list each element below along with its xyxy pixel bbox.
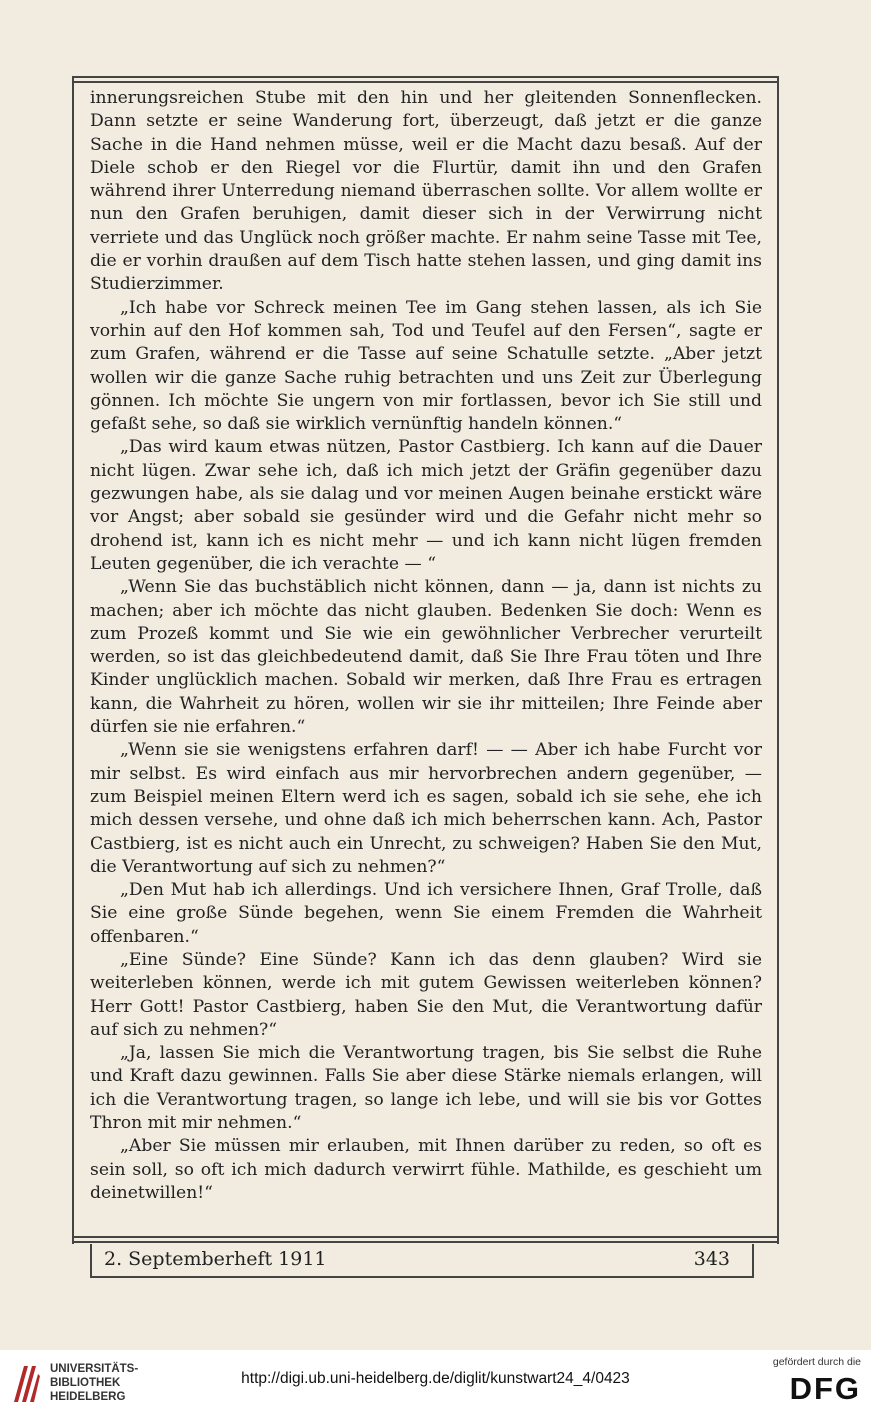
paragraph: „Aber Sie müssen mir erlauben, mit Ihnen darüber zu reden, so oft es sein soll, so oft ich mich dadurch verwirrt fühle. Mathilde, es geschieht um deinetwillen!“ [90, 1136, 762, 1203]
digitization-bar [0, 1350, 871, 1418]
paragraph: „Eine Sünde? Eine Sünde? Kann ich das denn glauben? Wird sie weiterleben können, werde ich mit gutem Gewissen weiterleben können? Herr Gott! Pastor Castbierg, haben Sie den Mut, die Verantwortung dafür auf sich zu nehmen?“ [90, 949, 762, 1040]
paragraph: „Wenn Sie das buchstäblich nicht können, dann — ja, dann ist nichts zu machen; aber ich möchte das nicht glauben. Bedenken Sie doch: Wenn es zum Prozeß kommt und Sie wie ein gewöhnlicher Verbrecher verurteilt werden, so ist das gleichbedeutend damit, daß Sie Ihre Frau töten und Ihre Kinder unglücklich machen. Sobald wir merken, daß Ihre Frau es ertragen kann, die Wahrheit zu hören, wollen wir sie ihr mitteilen; Ihre Feinde aber dürfen sie nie erfahren.“ [90, 577, 762, 738]
dfg-funding-logo[interactable] [751, 1356, 861, 1414]
frame-top-rule-outer [72, 76, 779, 78]
paragraph: „Den Mut hab ich allerdings. Und ich versichere Ihnen, Graf Trolle, daß Sie eine große Sünde begehen, wenn Sie einem Fremden die Wahrheit offenbaren.“ [90, 880, 762, 947]
permalink-url[interactable]: http://digi.ub.uni-heidelberg.de/diglit/kunstwart24_4/0423 [241, 1370, 630, 1387]
page-footer [90, 1244, 754, 1278]
page-number: 343 [693, 1248, 730, 1270]
dfg-wordmark: DFG [789, 1371, 861, 1406]
frame-right-rule [777, 78, 779, 1244]
paragraph: „Ja, lassen Sie mich die Verantwortung tragen, bis Sie selbst die Ruhe und Kraft dazu gewinnen. Falls Sie aber diese Stärke niemals erlangen, will ich die Verantwortung tragen, so lange ich lebe, und will sie bis vor Gottes Thron mit mir nehmen.“ [90, 1043, 762, 1134]
library-name-line-3: HEIDELBERG [50, 1391, 126, 1403]
funding-caption: gefördert durch die [772, 1356, 861, 1368]
frame-left-rule [72, 78, 74, 1244]
paragraph: „Das wird kaum etwas nützen, Pastor Castbierg. Ich kann auf die Dauer nicht lügen. Zwar sehe ich, daß ich mich jetzt der Gräfin gegenüber dazu gezwungen habe, als sie dalag und vor meinen Augen beinahe erstickt wäre vor Angst; aber sobald sie gesünder wird und die Gefahr nicht mehr so drohend ist, kann ich es nicht mehr — und ich kann nicht lügen fremden Leuten gegenüber, die ich verachte — “ [90, 437, 762, 574]
paragraph: „Wenn sie sie wenigstens erfahren darf! — — Aber ich habe Furcht vor mir selbst. Es wird einfach aus mir hervorbrechen andern gegenüber, — zum Beispiel meinen Eltern werd ich es sagen, sobald ich sie sehe, ehe ich mich dessen versehe, und ohne daß ich mich beherrschen kann. Ach, Pastor Castbierg, ist es nicht auch ein Unrecht, zu schweigen? Haben Sie den Mut, die Verantwortung auf sich zu nehmen?“ [90, 740, 762, 877]
paragraph: „Ich habe vor Schreck meinen Tee im Gang stehen lassen, als ich Sie vorhin auf den Hof kommen sah, Tod und Teufel auf den Fersen“, sagte er zum Grafen, während er die Tasse auf seine Schatulle setzte. „Aber jetzt wollen wir die ganze Sache ruhig betrachten und uns Zeit zur Überlegung gönnen. Ich möchte Sie ungern von mir fortlassen, bevor ich Sie still und gefaßt sehe, so daß sie wirklich vernünftig handeln können.“ [90, 297, 762, 435]
frame-top-rule-inner [72, 81, 779, 83]
library-name-line-2: BIBLIOTHEK [50, 1377, 121, 1389]
paragraph: innerungsreichen Stube mit den hin und her gleitenden Sonnenflecken. Dann setzte er seine Wanderung fort, überzeugt, daß jetzt er die ganze Sache in die Hand nehmen müsse, weil er die Macht dazu besaß. Auf der Diele schob er den Riegel vor die Flurtür, damit ihn und den Grafen während ihrer Unterredung niemand überraschen sollte. Vor allem wollte er nun den Grafen beruhigen, damit dieser sich in der Verwirrung nicht verriete und das Unglück noch größer machte. Er nahm seine Tasse mit Tee, die er vorhin draußen auf dem Tisch hatte stehen lassen, und ging damit ins Studierzimmer. [90, 88, 762, 295]
library-name-line-1: UNIVERSITÄTS- [50, 1363, 139, 1375]
issue-label: 2. Septemberheft 1911 [104, 1248, 327, 1270]
frame-bottom-rule-inner [72, 1236, 779, 1238]
frame-bottom-rule-outer [72, 1241, 779, 1243]
page-text [90, 87, 762, 1205]
